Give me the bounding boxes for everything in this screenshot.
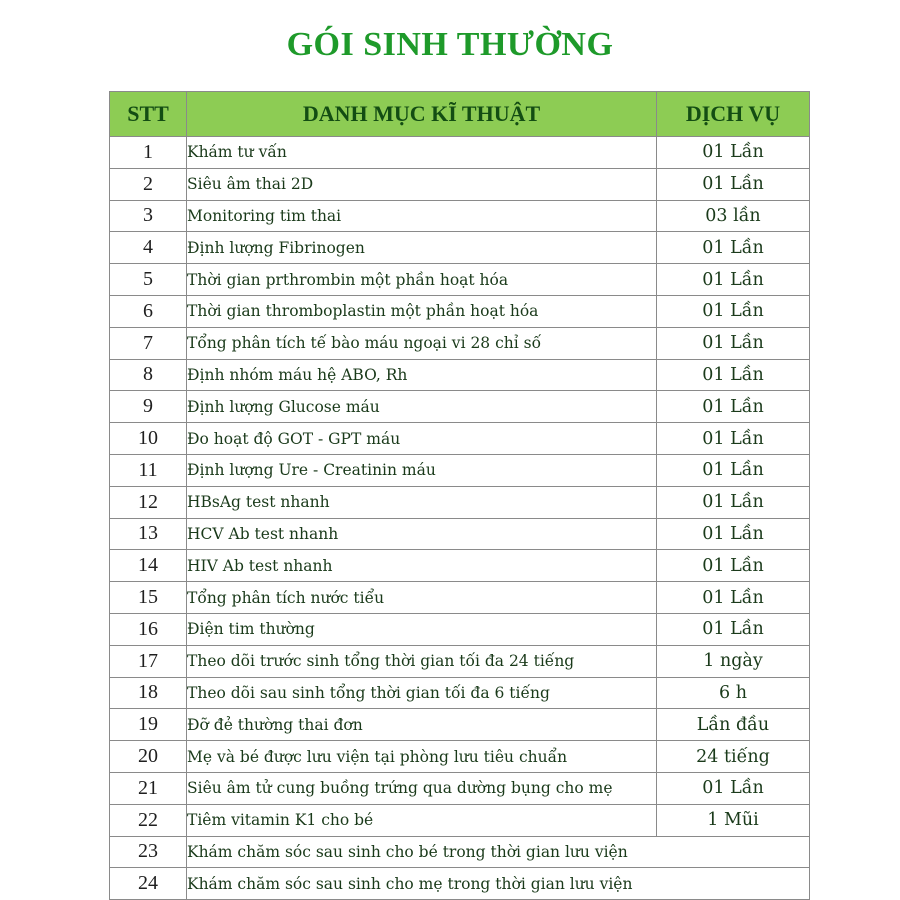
table-row [110,677,810,709]
table-row [110,613,810,645]
technique-name: Điện tim thường [187,613,657,645]
technique-name: Monitoring tim thai [187,200,657,232]
row-number: 12 [110,486,187,518]
technique-name: Tổng phân tích nước tiểu [187,582,657,614]
service-quantity: 01 Lần [657,264,810,296]
service-quantity: 01 Lần [657,423,810,455]
technique-name: Thời gian thromboplastin một phần hoạt hóa [187,295,657,327]
table-row [110,836,810,868]
table-row [110,359,810,391]
service-quantity: 01 Lần [657,232,810,264]
table-body [110,137,810,900]
table-row [110,391,810,423]
technique-name: Đỡ đẻ thường thai đơn [187,709,657,741]
row-number: 7 [110,327,187,359]
service-quantity: 01 Lần [657,486,810,518]
row-number: 5 [110,264,187,296]
service-quantity: Lần đầu [657,709,810,741]
table-row [110,772,810,804]
service-quantity: 01 Lần [657,391,810,423]
table-row [110,295,810,327]
service-quantity: 01 Lần [657,137,810,169]
service-quantity: 03 lần [657,200,810,232]
table-row [110,454,810,486]
technique-name: HCV Ab test nhanh [187,518,657,550]
row-number: 8 [110,359,187,391]
table-row [110,645,810,677]
table-row [110,709,810,741]
technique-name: Tổng phân tích tế bào máu ngoại vi 28 chỉ số [187,327,657,359]
table-row [110,232,810,264]
table-row [110,486,810,518]
row-number: 9 [110,391,187,423]
row-number: 1 [110,137,187,169]
technique-name: Mẹ và bé được lưu viện tại phòng lưu tiêu chuẩn [187,741,657,773]
service-quantity: 01 Lần [657,518,810,550]
table-row [110,264,810,296]
service-quantity: 01 Lần [657,295,810,327]
service-quantity: 1 ngày [657,645,810,677]
header-technique-list: DANH MỤC KĨ THUẬT [187,92,657,137]
service-quantity: 01 Lần [657,454,810,486]
technique-name: Khám chăm sóc sau sinh cho bé trong thời gian lưu viện [187,836,810,868]
table-row [110,582,810,614]
technique-name: Theo dõi sau sinh tổng thời gian tối đa 6 tiếng [187,677,657,709]
table-row [110,168,810,200]
row-number: 10 [110,423,187,455]
technique-name: Định lượng Glucose máu [187,391,657,423]
table-header [110,92,810,137]
service-quantity: 01 Lần [657,772,810,804]
service-quantity: 6 h [657,677,810,709]
header-stt: STT [110,92,187,137]
technique-name: Khám chăm sóc sau sinh cho mẹ trong thời gian lưu viện [187,868,810,900]
technique-name: Định nhóm máu hệ ABO, Rh [187,359,657,391]
header-row [110,92,810,137]
row-number: 11 [110,454,187,486]
table-row [110,200,810,232]
technique-name: Theo dõi trước sinh tổng thời gian tối đa 24 tiếng [187,645,657,677]
technique-name: HIV Ab test nhanh [187,550,657,582]
service-package-table [109,91,810,900]
service-quantity: 1 Mũi [657,804,810,836]
header-service: DỊCH VỤ [657,92,810,137]
row-number: 22 [110,804,187,836]
service-quantity: 01 Lần [657,550,810,582]
table-row [110,518,810,550]
service-quantity: 01 Lần [657,359,810,391]
row-number: 20 [110,741,187,773]
table-row [110,423,810,455]
service-quantity: 01 Lần [657,168,810,200]
technique-name: Định lượng Ure - Creatinin máu [187,454,657,486]
row-number: 6 [110,295,187,327]
service-quantity: 24 tiếng [657,741,810,773]
technique-name: Siêu âm thai 2D [187,168,657,200]
row-number: 24 [110,868,187,900]
table-row [110,804,810,836]
service-quantity: 01 Lần [657,582,810,614]
table-row [110,137,810,169]
table-row [110,741,810,773]
table-row [110,327,810,359]
row-number: 3 [110,200,187,232]
technique-name: Đo hoạt độ GOT - GPT máu [187,423,657,455]
table-row [110,868,810,900]
page-title: GÓI SINH THƯỜNG [286,26,614,63]
row-number: 19 [110,709,187,741]
technique-name: Định lượng Fibrinogen [187,232,657,264]
row-number: 13 [110,518,187,550]
row-number: 15 [110,582,187,614]
row-number: 23 [110,836,187,868]
service-quantity: 01 Lần [657,613,810,645]
table-row [110,550,810,582]
technique-name: Khám tư vấn [187,137,657,169]
row-number: 16 [110,613,187,645]
row-number: 4 [110,232,187,264]
row-number: 17 [110,645,187,677]
technique-name: Siêu âm tử cung buồng trứng qua dường bụng cho mẹ [187,772,657,804]
row-number: 21 [110,772,187,804]
row-number: 18 [110,677,187,709]
technique-name: HBsAg test nhanh [187,486,657,518]
technique-name: Tiêm vitamin K1 cho bé [187,804,657,836]
row-number: 14 [110,550,187,582]
service-quantity: 01 Lần [657,327,810,359]
row-number: 2 [110,168,187,200]
technique-name: Thời gian prthrombin một phần hoạt hóa [187,264,657,296]
